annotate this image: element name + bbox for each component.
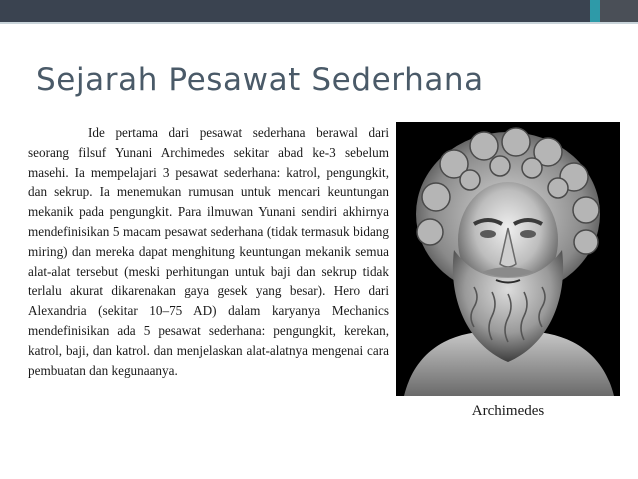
header-band-dark bbox=[0, 0, 590, 22]
archimedes-bust-image bbox=[396, 122, 620, 396]
header-band bbox=[0, 0, 638, 22]
slide-title: Sejarah Pesawat Sederhana bbox=[36, 62, 484, 98]
header-band-end bbox=[600, 0, 638, 22]
header-divider bbox=[0, 22, 638, 24]
image-caption: Archimedes bbox=[471, 403, 545, 419]
slide-paragraph: Ide pertama dari pesawat sederhana berawal dari seorang filsuf Yunani Archimedes sekitar abad ke-3 sebelum masehi. Ia mempelajari 3 pesawat sederhana: katrol, pengungkit, dan sekrup. Ia menemukan rumusan untuk mencari keuntungan mekanik pada pengungkit. Para ilmuwan Yunani sendiri akhirnya mendefinisikan 5 macam pesawat sederhana (tidak termasuk bidang miring) dan mereka dapat menghitung keuntungan mekanik semua alat-alat tersebut (meski perhitungan untuk baji dan sekrup tidak terlalu akurat dikarenakan gaya gesek yang besar). Hero dari Alexandria (sekitar 10–75 AD) dalam karyanya Mechanics mendefinisikan ada 5 pesawat sederhana: pengungkit, kerekan, katrol, baji, dan katrol. dan menjelaskan alat-alatnya mengenai cara pembuatan dan kegunaanya. bbox=[28, 125, 389, 378]
header-band-accent bbox=[590, 0, 600, 22]
